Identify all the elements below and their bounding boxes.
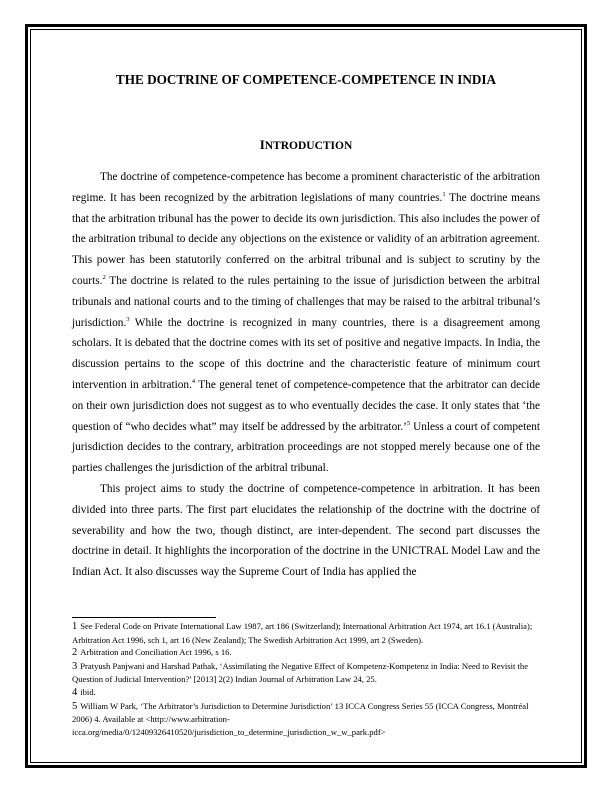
footnote-text: William W Park, ‘The Arbitrator’s Jurisdiction to Determine Jurisdiction’ 13 ICCA Congress Series 55 (ICCA Congress, Montréal 2006) 4. Available at <http://www.arbitration-icca.org/media/0/12409326410520/jurisdiction_to_determine_jurisdiction_w_w_park.pdf> bbox=[72, 700, 529, 737]
footnote-marker: 3 bbox=[126, 315, 130, 323]
document-title: THE DOCTRINE OF COMPETENCE-COMPETENCE IN INDIA bbox=[115, 72, 497, 87]
section-heading-initial: I bbox=[259, 137, 265, 152]
footnote-text: Arbitration and Conciliation Act 1996, s 16. bbox=[80, 647, 232, 658]
footnote-number: 2 bbox=[72, 647, 78, 659]
body-paragraph bbox=[72, 479, 540, 583]
footnote-number: 3 bbox=[72, 660, 78, 672]
paragraph-text: The doctrine means that the arbitration tribunal has the power to decide its own jurisdiction. This also includes the power of the arbitration tribunal to decide any objections on the existence or validity of an arbitration agreement. This power has been statutorily conferred on the arbitral tribunal and is subject to scrutiny by the courts. bbox=[72, 191, 540, 287]
footnote-separator bbox=[72, 617, 216, 618]
footnote-marker: 5 bbox=[406, 419, 411, 427]
footnote bbox=[72, 686, 542, 700]
paragraph-text: The doctrine of competence-competence has become a prominent characteristic of the arbitration regime. It has been recognized by the arbitration legislations of many countries. bbox=[72, 171, 540, 204]
body-paragraph bbox=[72, 167, 540, 479]
paragraph-text: Unless a court of competent jurisdiction decides to the contrary, arbitration proceedings are not stopped merely because one of the parties challenges the jurisdiction of the arbitral tribunal. bbox=[72, 420, 541, 475]
footnote-text: See Federal Code on Private International Law 1987, art 186 (Switzerland); International Arbitration Act 1974, art 16.1 (Australia); Arbitration Act 1996, sch 1, art 16 (New Zealand); The Swedish Arbitration Act 1999, art 2 (Sweden). bbox=[72, 621, 533, 645]
footnote-number: 5 bbox=[72, 700, 78, 712]
footnote bbox=[72, 646, 542, 660]
footnote-marker: 4 bbox=[191, 378, 196, 386]
footnote-marker: 2 bbox=[102, 274, 106, 282]
footnote-marker: 1 bbox=[442, 191, 446, 199]
paragraph-text: This project aims to study the doctrine of competence-competence in arbitration. It has been divided into three parts. The first part elucidates the relationship of the doctrine with the doctrine of severability and how the two, though distinct, are inter-dependent. The second part discusses the doctrine in detail. It highlights the incorporation of the doctrine in the UNICTRAL Model Law and the Indian Act. It also discusses way the Supreme Court of India has applied the bbox=[72, 482, 540, 579]
footnote bbox=[72, 620, 542, 646]
footnote-text: Pratyush Panjwani and Harshad Pathak, ‘Assimilating the Negative Effect of Kompetenz-Kompetenz in India: Need to Revisit the Question of Judicial Intervention?’ [2013] 2(2) Indian Journal of Arbitration Law 24, 25. bbox=[72, 660, 529, 685]
footnotes bbox=[72, 620, 542, 738]
footnote-number: 4 bbox=[72, 686, 78, 698]
body-text bbox=[72, 167, 540, 583]
paragraph-text: The general tenet of competence-competence that the arbitrator can decide on their own jurisdiction does not suggest as to who eventually decides the case. It only states that ‘the question of “who decides what” may itself be addressed by the arbitrator.’ bbox=[72, 378, 540, 433]
paragraph-text: The doctrine is related to the rules pertaining to the issue of jurisdiction between the arbitral tribunals and national courts and to the timing of challenges that may be raised to the arbitral tribunal’s jurisdiction. bbox=[72, 274, 540, 329]
footnote-number: 1 bbox=[72, 621, 78, 632]
footnote-text: ibid. bbox=[80, 686, 96, 697]
footnote bbox=[72, 660, 542, 686]
section-heading-rest: NTRODUCTION bbox=[264, 140, 353, 152]
paragraph-text: While the doctrine is recognized in many countries, there is a disagreement among scholars. It is debated that the doctrine comes with its set of positive and negative impacts. In India, the discussion pertains to the scope of this doctrine and the characteristic feature of minimum court intervention in arbitration. bbox=[72, 316, 540, 391]
section-heading-introduction bbox=[72, 137, 540, 153]
footnote bbox=[72, 700, 542, 739]
